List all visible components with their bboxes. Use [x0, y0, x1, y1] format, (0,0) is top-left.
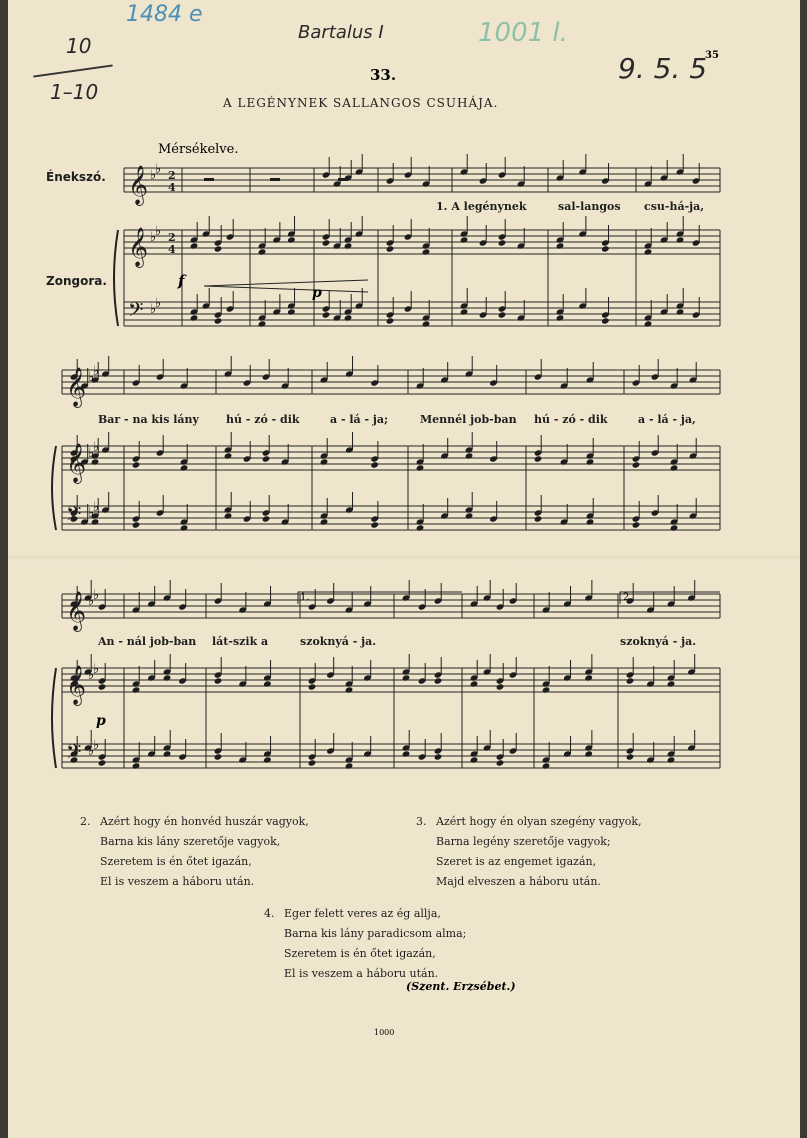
note-head	[258, 320, 267, 327]
note-head	[496, 683, 505, 690]
note-head	[322, 311, 331, 318]
lyric-s2-1: hú - zó - dik	[226, 413, 300, 426]
stanza-2-line-1: Azért hogy én honvéd huszár vagyok,	[100, 815, 309, 828]
note-head	[190, 242, 199, 249]
composer-name-handwritten: Bartalus I	[298, 22, 384, 43]
flat-icon: ♭	[93, 588, 100, 603]
note-head	[163, 674, 172, 681]
note-head	[132, 461, 141, 468]
stanza-2-line-3: Szeretem is én őtet igazán,	[100, 855, 252, 868]
note-head	[98, 759, 107, 766]
decrescendo-hairpin	[204, 280, 368, 292]
rest-icon	[338, 178, 348, 181]
note-head	[434, 677, 443, 684]
lyric-s1-0: 1. A legénynek	[436, 200, 527, 213]
treble-clef-icon: 𝄞	[66, 591, 87, 631]
note-head	[534, 515, 543, 522]
stanza-3-line-1: Azért hogy én olyan szegény vagyok,	[436, 815, 642, 828]
tempo-marking: Mérsékelve.	[158, 142, 239, 157]
stanza-4-number: 4.	[264, 907, 275, 920]
bass-clef-icon: 𝄢	[66, 502, 82, 530]
treble-clef-icon: 𝄞	[128, 165, 149, 205]
time-signature: 2	[168, 169, 176, 182]
volta-first: 1.	[300, 592, 310, 603]
note-head	[262, 455, 271, 462]
note-head	[345, 762, 354, 769]
flat-icon: ♭	[155, 162, 162, 177]
note-head	[460, 236, 469, 243]
stanza-4	[264, 904, 466, 984]
note-head	[214, 677, 223, 684]
note-head	[416, 524, 425, 531]
note-head	[667, 680, 676, 687]
note-head	[224, 452, 233, 459]
lyric-s3-1: lát-szik a	[212, 635, 269, 648]
stanza-3-number: 3.	[416, 815, 427, 828]
note-head	[470, 756, 479, 763]
note-head	[556, 242, 565, 249]
note-head	[586, 458, 595, 465]
note-head	[402, 674, 411, 681]
treble-clef-icon: 𝄞	[66, 665, 87, 705]
note-head	[370, 461, 379, 468]
voice-label: Énekszó.	[46, 170, 106, 184]
time-signature: 4	[168, 243, 176, 256]
note-head	[470, 680, 479, 687]
stanza-4-line-3: Szeretem is én őtet igazán,	[284, 947, 436, 960]
flat-icon: ♭	[93, 364, 100, 379]
stanza-2-line-2: Barna kis lány szeretője vagyok,	[100, 835, 281, 848]
stanza-4-line-1: Eger felett veres az ég allja,	[284, 907, 441, 920]
lyric-s3-3: szoknyá - ja.	[620, 635, 697, 648]
stanza-3-line-3: Szeret is az engemet igazán,	[436, 855, 597, 868]
note-head	[258, 248, 267, 255]
note-head	[542, 762, 551, 769]
note-head	[163, 750, 172, 757]
note-head	[308, 759, 317, 766]
flat-icon: ♭	[150, 302, 157, 317]
note-head	[644, 248, 653, 255]
time-signature: 4	[168, 181, 176, 194]
note-head	[586, 518, 595, 525]
note-head	[601, 317, 610, 324]
song-title: A LEGÉNYNEK SALLANGOS CSUHÁJA.	[223, 96, 499, 110]
note-head	[132, 686, 141, 693]
note-head	[190, 314, 199, 321]
note-head	[370, 521, 379, 528]
lyric-s2-3: Mennél job-ban	[420, 413, 517, 426]
fraction-top-handwritten: 10	[66, 34, 92, 58]
flat-icon: ♭	[88, 506, 95, 521]
flat-icon: ♭	[93, 440, 100, 455]
lyric-s1-1: sal-langos	[558, 200, 621, 213]
rest-icon	[204, 178, 214, 181]
flat-icon: ♭	[150, 230, 157, 245]
note-head	[542, 686, 551, 693]
volta-second: 2.	[623, 592, 633, 603]
note-head	[632, 521, 641, 528]
piano-label: Zongora.	[46, 274, 107, 288]
note-head	[320, 518, 329, 525]
note-head	[670, 464, 679, 471]
note-head	[465, 512, 474, 519]
piano-brace	[52, 446, 56, 530]
stanza-4-line-4: El is veszem a háboru után.	[284, 967, 439, 980]
note-head	[422, 248, 431, 255]
flat-icon: ♭	[88, 446, 95, 461]
note-head	[322, 239, 331, 246]
flat-icon: ♭	[88, 594, 95, 609]
note-head	[287, 236, 296, 243]
note-head	[601, 245, 610, 252]
note-head	[308, 683, 317, 690]
number-handwritten: 1001 l.	[478, 18, 568, 48]
note-head	[670, 524, 679, 531]
stanza-3	[416, 812, 642, 892]
treble-clef-icon: 𝄞	[66, 367, 87, 407]
flat-icon: ♭	[93, 500, 100, 515]
sheet-music-page	[8, 0, 800, 1138]
treble-clef-icon: 𝄞	[66, 443, 87, 483]
rest-icon	[270, 178, 280, 181]
lyric-s2-2: a - lá - ja;	[330, 413, 389, 426]
note-head	[584, 750, 593, 757]
note-head	[345, 686, 354, 693]
note-head	[214, 245, 223, 252]
stanza-2-line-4: El is veszem a háboru után.	[100, 875, 255, 888]
note-head	[498, 239, 507, 246]
note-head	[132, 521, 141, 528]
note-head	[180, 524, 189, 531]
note-head	[676, 308, 685, 315]
lyric-s2-4: hú - zó - dik	[534, 413, 608, 426]
fraction-bottom-handwritten: 1–10	[50, 80, 99, 104]
lyric-s2-0: Bar - na kis lány	[98, 413, 199, 426]
note-head	[460, 308, 469, 315]
pencil-number-handwritten: 9. 5. 5	[618, 52, 708, 85]
note-head	[465, 452, 474, 459]
note-head	[644, 320, 653, 327]
piano-brace	[114, 230, 118, 326]
note-head	[132, 762, 141, 769]
lyric-s1-2: csu-há-ja,	[644, 200, 705, 213]
note-head	[498, 311, 507, 318]
note-head	[214, 317, 223, 324]
bass-clef-icon: 𝄢	[128, 298, 144, 326]
lyric-s2-5: a - lá - ja,	[638, 413, 696, 426]
lyric-s3-0: An - nál job-ban	[98, 635, 197, 648]
note-head	[263, 756, 272, 763]
flat-icon: ♭	[155, 296, 162, 311]
piano-brace	[52, 668, 56, 768]
flat-icon: ♭	[93, 738, 100, 753]
note-head	[214, 753, 223, 760]
note-head	[416, 464, 425, 471]
note-head	[386, 245, 395, 252]
flat-icon: ♭	[88, 370, 95, 385]
dynamic-piano-2: p	[96, 713, 106, 729]
note-head	[584, 674, 593, 681]
stanza-4-line-2: Barna kis lány paradicsom alma;	[284, 927, 467, 940]
stanza-3-line-4: Majd elveszen a háboru után.	[436, 875, 601, 888]
stanza-2-number: 2.	[80, 815, 91, 828]
note-head	[676, 236, 685, 243]
note-head	[496, 759, 505, 766]
note-head	[320, 458, 329, 465]
note-head	[402, 750, 411, 757]
stanza-2	[80, 812, 309, 892]
dynamic-forte: f	[178, 272, 185, 290]
flat-icon: ♭	[93, 662, 100, 677]
lyric-s3-2: szoknyá - ja.	[300, 635, 377, 648]
flat-icon: ♭	[88, 668, 95, 683]
note-head	[626, 677, 635, 684]
note-head	[632, 461, 641, 468]
attribution: (Szent. Erzsébet.)	[406, 980, 516, 993]
note-head	[262, 515, 271, 522]
footer-number: 1000	[374, 1028, 395, 1037]
bass-clef-icon: 𝄢	[66, 740, 82, 768]
note-head	[626, 753, 635, 760]
page-number: 35	[705, 50, 719, 61]
treble-clef-icon: 𝄞	[128, 227, 149, 267]
note-head	[386, 317, 395, 324]
note-head	[434, 753, 443, 760]
stanza-3-line-2: Barna legény szeretője vagyok;	[436, 835, 611, 848]
flat-icon: ♭	[155, 224, 162, 239]
note-head	[556, 314, 565, 321]
note-head	[98, 683, 107, 690]
note-head	[224, 512, 233, 519]
note-head	[534, 455, 543, 462]
flat-icon: ♭	[88, 744, 95, 759]
note-head	[287, 308, 296, 315]
note-head	[667, 756, 676, 763]
note-head	[263, 680, 272, 687]
dynamic-piano-1: p	[312, 285, 322, 301]
note-head	[344, 314, 353, 321]
note-head	[180, 464, 189, 471]
note-head	[422, 320, 431, 327]
note-head	[344, 242, 353, 249]
catalog-number-handwritten: 1484 e	[126, 2, 203, 27]
song-number: 33.	[370, 66, 397, 84]
flat-icon: ♭	[150, 168, 157, 183]
time-signature: 2	[168, 231, 176, 244]
